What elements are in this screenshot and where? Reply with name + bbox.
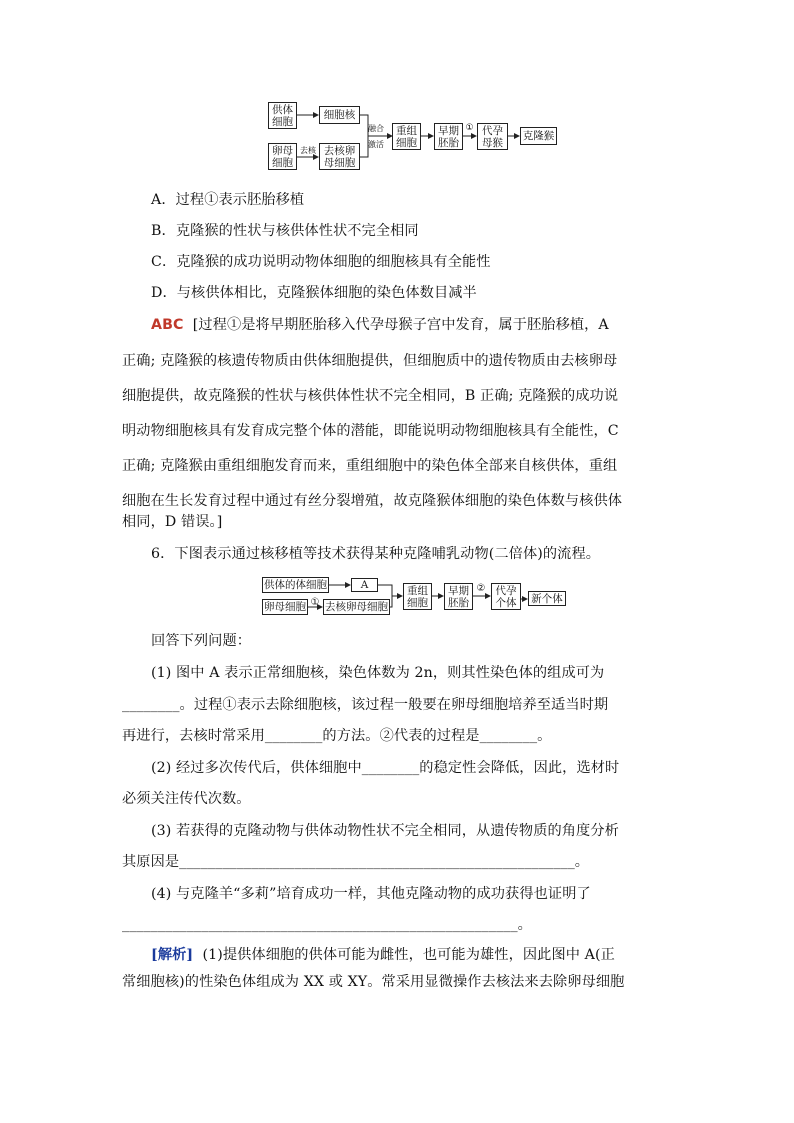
step1-label: ① bbox=[465, 123, 474, 133]
answer-key: ABC bbox=[151, 317, 184, 333]
analysis-line-1 bbox=[151, 946, 674, 964]
q6-sub2-line1: (2) 经过多次传代后，供体细胞中________的稳定性会降低，因此，选材时 bbox=[151, 760, 620, 776]
surrogate-box-2 bbox=[491, 583, 521, 610]
q6-sub3-line2: 其原因是_______________________________________________________。 bbox=[122, 854, 590, 870]
option-d: D．与核供体相比，克隆猴体细胞的染色体数目减半 bbox=[151, 285, 477, 301]
q6-sub3-line1: (3) 若获得的克隆动物与供体动物性状不完全相同，从遗传物质的角度分析 bbox=[151, 823, 619, 839]
analysis-line-2: 常细胞核)的性染色体组成为 XX 或 XY。常采用显微操作去核法来去除卵母细胞 bbox=[122, 974, 625, 990]
analysis-text-1: (1)提供体细胞的供体可能为雌性，也可能为雄性，因此图中 A(正 bbox=[202, 947, 615, 963]
q6-sub4-line2: _______________________________________________________。 bbox=[122, 917, 532, 933]
recon-cell-text-2: 重组细胞 bbox=[407, 584, 428, 609]
surrogate-text: 代孕母猴 bbox=[482, 124, 503, 149]
a-box bbox=[351, 578, 378, 592]
enucleated-egg-text: 去核卵母细胞 bbox=[323, 144, 356, 169]
answer-text-1: [过程①是将早期胚胎移入代孕母猴子宫中发育，属于胚胎移植，A bbox=[192, 317, 609, 333]
clone-text: 克隆猴 bbox=[522, 130, 555, 142]
egg-cell-text: 卵母细胞 bbox=[272, 144, 293, 169]
activate-label: 激活 bbox=[368, 140, 384, 149]
q6-sub2-line2: 必须关注传代次数。 bbox=[122, 791, 251, 807]
q6-sub1-line1: (1) 图中 A 表示正常细胞核，染色体数为 2n，则其性染色体的组成可为 bbox=[151, 665, 605, 681]
q6-prompt: 回答下列问题： bbox=[151, 633, 252, 649]
answer-line-4: 明动物细胞核具有发育成完整个体的潜能，即能说明动物细胞核具有全能性，C bbox=[122, 423, 619, 439]
donor-somatic-cell-text: 供体的体细胞 bbox=[264, 579, 327, 591]
q6-step2-label: ② bbox=[476, 583, 486, 594]
new-individual-box bbox=[528, 591, 566, 606]
donor-somatic-cell-box bbox=[262, 577, 329, 593]
early-embryo-box-2 bbox=[444, 583, 473, 610]
enucleate-label: 去核 bbox=[300, 146, 316, 155]
recon-cell-box-2 bbox=[403, 583, 432, 610]
answer-line-5: 正确; 克隆猴由重组细胞发育而来，重组细胞中的染色体全部来自核供体，重组 bbox=[122, 458, 618, 474]
q6-sub1-line3: 再进行，去核时常采用________的方法。②代表的过程是________。 bbox=[122, 728, 552, 744]
new-individual-text: 新个体 bbox=[531, 592, 563, 605]
option-a: A．过程①表示胚胎移植 bbox=[151, 192, 305, 208]
answer-line-6: 细胞在生长发育过程中通过有丝分裂增殖，故克隆猴体细胞的染色体数与核供体 bbox=[122, 493, 623, 509]
egg-cell-text-2: 卵母细胞 bbox=[264, 601, 306, 613]
q6-step1-label: ① bbox=[310, 597, 320, 608]
analysis-tag: [解析] bbox=[151, 947, 194, 963]
donor-cell-text: 供体细胞 bbox=[272, 103, 293, 128]
option-c: C．克隆猴的成功说明动物体细胞的细胞核具有全能性 bbox=[151, 254, 491, 270]
egg-cell-box-2 bbox=[262, 599, 308, 615]
surrogate-text-2: 代孕个体 bbox=[495, 584, 517, 609]
enucleated-egg-box-2 bbox=[323, 599, 390, 615]
fuse-label: 融合 bbox=[368, 124, 384, 133]
answer-line-3: 细胞提供，故克隆猴的性状与核供体性状不完全相同，B 正确; 克隆猴的成功说 bbox=[122, 388, 619, 404]
enucleated-egg-text-2: 去核卵母细胞 bbox=[325, 601, 388, 613]
option-b: B．克隆猴的性状与核供体性状不完全相同 bbox=[151, 223, 419, 239]
q6-stem: 6．下图表示通过核移植等技术获得某种克隆哺乳动物(二倍体)的流程。 bbox=[151, 546, 601, 562]
recon-cell-text: 重组细胞 bbox=[396, 124, 417, 149]
nucleus-text: 细胞核 bbox=[323, 109, 356, 121]
early-embryo-text: 早期胚胎 bbox=[438, 124, 459, 149]
answer-line-2: 正确; 克隆猴的核遗传物质由供体细胞提供，但细胞质中的遗传物质由去核卵母 bbox=[122, 353, 618, 369]
early-embryo-text-2: 早期胚胎 bbox=[448, 584, 469, 609]
q6-sub4-line1: (4) 与克隆羊“多莉”培育成功一样，其他克隆动物的成功获得也证明了 bbox=[151, 886, 591, 902]
q6-sub1-line2: ________。过程①表示去除细胞核，该过程一般要在卵母细胞培养至适当时期 bbox=[122, 697, 609, 713]
answer-line-7: 相同，D 错误。] bbox=[122, 514, 223, 530]
a-text: A bbox=[360, 579, 369, 591]
